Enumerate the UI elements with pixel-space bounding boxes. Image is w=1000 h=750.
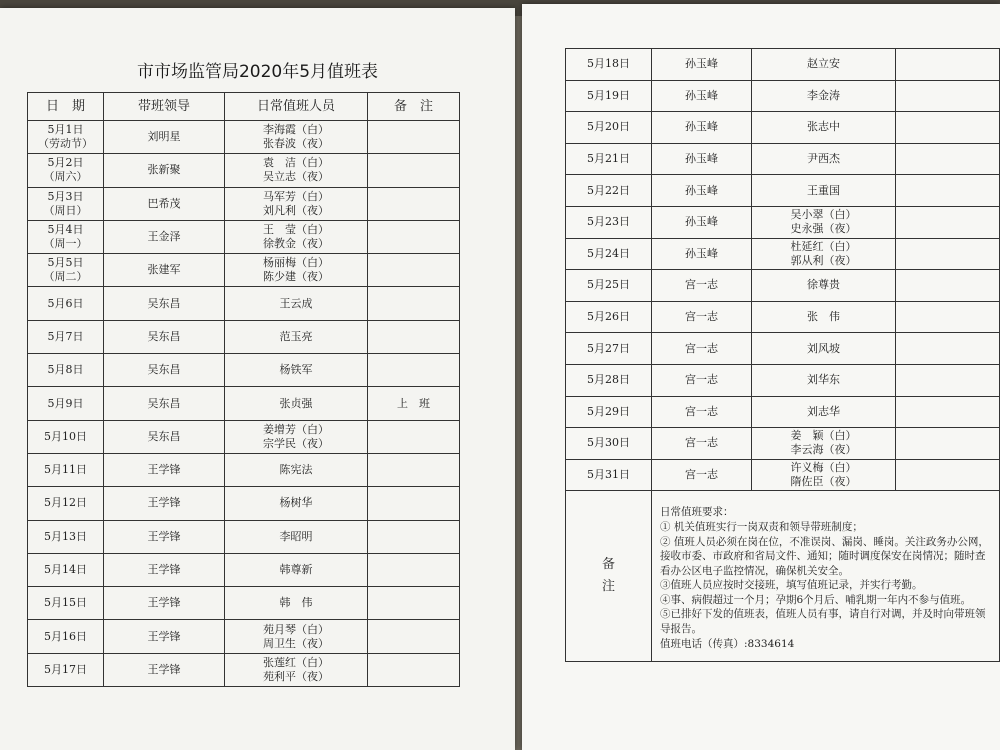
date-cell (28, 220, 104, 253)
leader-cell (652, 270, 752, 302)
leader-cell-text: 孙玉峰 (685, 120, 718, 134)
staff-cell-text: 刘华东 (807, 373, 840, 387)
staff-cell-text: 刘志华 (807, 404, 840, 418)
staff-cell (225, 320, 368, 353)
staff-cell-text-2: 周卫生（夜） (263, 636, 329, 650)
staff-cell-text-2: 史永强（夜） (790, 222, 857, 236)
table-row (566, 206, 1000, 238)
date-cell (566, 49, 652, 81)
table-row (28, 653, 460, 686)
table-row (28, 420, 460, 453)
leader-cell (104, 154, 225, 187)
date-cell (566, 112, 652, 144)
date-cell (566, 143, 652, 175)
table-row (28, 354, 460, 387)
staff-cell (752, 206, 896, 238)
staff-cell-text-2: 徐教金（夜） (263, 237, 329, 251)
header-remark: 备 注 (368, 93, 460, 121)
remark-cell (896, 206, 1000, 238)
date-cell (566, 459, 652, 491)
leader-cell (104, 653, 225, 686)
date-cell (28, 287, 104, 320)
staff-cell-text: 袁 洁（白） (263, 156, 329, 170)
date-cell (566, 270, 652, 302)
remark-cell (896, 49, 1000, 81)
leader-cell-text: 孙玉峰 (685, 88, 718, 102)
staff-cell (752, 396, 896, 428)
leader-cell (652, 80, 752, 112)
leader-cell-text: 王学锋 (147, 596, 181, 610)
date-cell-text-2: （周一） (43, 237, 88, 251)
date-cell (566, 364, 652, 396)
staff-cell-text: 赵立安 (807, 57, 840, 71)
date-cell (28, 187, 104, 220)
table-row (28, 587, 460, 620)
table-row (28, 287, 460, 320)
remark-cell (896, 428, 1000, 460)
staff-cell-text-2: 郭从利（夜） (790, 253, 857, 267)
leader-cell-text: 张建军 (147, 263, 181, 277)
leader-cell-text: 孙玉峰 (685, 57, 718, 71)
remark-cell (368, 320, 460, 353)
leader-cell-text: 宫一志 (685, 278, 718, 292)
notes-body (652, 491, 1000, 662)
leader-cell-text: 王学锋 (147, 529, 181, 543)
date-cell (566, 396, 652, 428)
staff-cell (752, 143, 896, 175)
table-row (28, 187, 460, 220)
date-cell-text: 5月2日 (47, 156, 84, 170)
leader-cell-text: 宫一志 (685, 341, 718, 355)
table-header-row (28, 93, 460, 121)
leader-cell-text: 孙玉峰 (685, 215, 718, 229)
leader-cell-text: 吴东昌 (147, 296, 181, 310)
remark-cell (896, 333, 1000, 365)
remark-cell (896, 364, 1000, 396)
date-cell-text: 5月12日 (44, 496, 87, 510)
leader-cell (652, 112, 752, 144)
date-cell-text: 5月21日 (587, 152, 630, 166)
leader-cell (652, 175, 752, 207)
date-cell-text: 5月17日 (44, 662, 87, 676)
leader-cell-text: 巴希茂 (147, 196, 181, 210)
remark-cell (368, 220, 460, 253)
staff-cell-text: 王 莹（白） (263, 223, 329, 237)
table-row (566, 459, 1000, 491)
notes-label (566, 491, 652, 662)
date-cell (28, 453, 104, 486)
leader-cell (652, 206, 752, 238)
notes-label-2: 注 (601, 579, 615, 595)
leader-cell-text: 宫一志 (685, 468, 718, 482)
table-row (28, 487, 460, 520)
leader-cell (104, 587, 225, 620)
remark-cell (368, 354, 460, 387)
leader-cell (652, 238, 752, 270)
date-cell-text: 5月27日 (587, 341, 630, 355)
staff-cell (225, 520, 368, 553)
date-cell-text: 5月16日 (44, 629, 87, 643)
date-cell-text: 5月28日 (587, 373, 630, 387)
table-row (28, 154, 460, 187)
staff-cell-text: 韩 伟 (279, 596, 313, 610)
table-row (28, 254, 460, 287)
date-cell-text: 5月6日 (47, 296, 84, 310)
leader-cell (104, 254, 225, 287)
leader-cell-text: 张新聚 (147, 163, 181, 177)
staff-cell-text: 张贞强 (279, 396, 313, 410)
date-cell-text: 5月13日 (44, 529, 87, 543)
date-cell-text: 5月26日 (587, 310, 630, 324)
remark-cell (896, 396, 1000, 428)
leader-cell-text: 王学锋 (147, 629, 181, 643)
remark-cell (368, 154, 460, 187)
staff-cell (225, 587, 368, 620)
staff-cell-text: 苑月琴（白） (263, 622, 329, 636)
date-cell-text: 5月22日 (587, 183, 630, 197)
date-cell-text: 5月24日 (587, 246, 630, 260)
remark-cell (368, 553, 460, 586)
date-cell-text: 5月25日 (587, 278, 630, 292)
date-cell-text: 5月3日 (47, 189, 84, 203)
notes-label-1: 备 (601, 557, 615, 573)
leader-cell (104, 320, 225, 353)
date-cell-text-2: （周二） (43, 270, 88, 284)
staff-cell-text-2: 宗学民（夜） (263, 436, 329, 450)
leader-cell (104, 520, 225, 553)
staff-cell-text: 韩尊新 (279, 563, 313, 576)
staff-cell (225, 453, 368, 486)
leader-cell (104, 287, 225, 320)
table-row (28, 520, 460, 553)
remark-cell (368, 187, 460, 220)
date-cell (28, 587, 104, 620)
date-cell-text: 5月29日 (587, 404, 630, 418)
staff-cell (752, 270, 896, 302)
header-date: 日 期 (28, 93, 104, 121)
leader-cell (104, 453, 225, 486)
staff-cell-text: 王云成 (279, 296, 313, 310)
leader-cell-text: 宫一志 (685, 404, 718, 418)
staff-cell (752, 80, 896, 112)
table-row (566, 428, 1000, 460)
staff-cell-text-2: 李云海（夜） (790, 443, 857, 457)
staff-cell-text-2: 陈少建（夜） (263, 270, 329, 284)
remark-cell (896, 238, 1000, 270)
leader-cell-text: 宫一志 (685, 310, 718, 324)
remark-cell (368, 453, 460, 486)
leader-cell (652, 301, 752, 333)
staff-cell-text-2: 吴立志（夜） (263, 170, 329, 184)
remark-cell (368, 387, 460, 420)
date-cell-text: 5月23日 (587, 215, 630, 229)
staff-cell-text: 杨树华 (279, 496, 313, 510)
staff-cell (225, 387, 368, 420)
table-row (28, 387, 460, 420)
leader-cell-text: 王学锋 (147, 496, 181, 510)
remark-cell (896, 270, 1000, 302)
duty-table-right (565, 48, 1000, 662)
staff-cell-text-2: 隋佐臣（夜） (790, 475, 857, 489)
staff-cell (225, 220, 368, 253)
staff-cell-text: 尹西杰 (807, 152, 840, 166)
table-row (566, 333, 1000, 365)
leader-cell (652, 333, 752, 365)
date-cell (28, 487, 104, 520)
staff-cell-text: 许义梅（白） (790, 461, 857, 475)
date-cell-text: 5月19日 (587, 88, 630, 102)
date-cell-text: 5月31日 (587, 468, 630, 482)
remark-cell (896, 112, 1000, 144)
leader-cell (652, 428, 752, 460)
staff-cell-text: 王重国 (807, 183, 840, 197)
staff-cell-text-2: 张春波（夜） (263, 137, 329, 151)
table-row (566, 49, 1000, 81)
notes-line: ⑤已排好下发的值班表，值班人员有事，请自行对调，并及时向带班领导报告。 (660, 608, 986, 636)
table-row (566, 80, 1000, 112)
leader-cell (104, 420, 225, 453)
date-cell (566, 206, 652, 238)
table-row (566, 364, 1000, 396)
date-cell (28, 620, 104, 653)
table-row (566, 301, 1000, 333)
staff-cell (225, 620, 368, 653)
notes-line: 值班电话（传真）:8334614 (660, 637, 795, 650)
date-cell-text: 5月8日 (47, 363, 84, 377)
staff-cell (225, 553, 368, 586)
date-cell (28, 320, 104, 353)
notes-line: 日常值班要求： (660, 506, 734, 519)
staff-cell (752, 333, 896, 365)
leader-cell-text: 王学锋 (147, 662, 181, 676)
staff-cell (225, 154, 368, 187)
date-cell-text-2: （劳动节） (38, 137, 93, 151)
document-title: 市市场监管局2020年5月值班表 (136, 62, 379, 82)
date-cell-text: 5月11日 (44, 463, 87, 477)
staff-cell (225, 121, 368, 154)
leader-cell (652, 396, 752, 428)
staff-cell (752, 301, 896, 333)
leader-cell-text: 孙玉峰 (685, 246, 718, 260)
staff-cell-text: 李金涛 (807, 88, 840, 102)
date-cell (28, 420, 104, 453)
staff-cell (225, 254, 368, 287)
date-cell-text: 5月18日 (587, 57, 630, 71)
staff-cell-text: 李海霞（白） (263, 123, 329, 137)
remark-cell (368, 420, 460, 453)
table-row (28, 320, 460, 353)
date-cell-text: 5月30日 (587, 436, 630, 450)
header-staff: 日常值班人员 (225, 93, 368, 121)
leader-cell-text: 孙玉峰 (685, 152, 718, 166)
staff-cell-text: 张 伟 (807, 310, 840, 324)
leader-cell (104, 121, 225, 154)
staff-cell (225, 653, 368, 686)
date-cell (28, 354, 104, 387)
staff-cell (752, 112, 896, 144)
date-cell (566, 428, 652, 460)
table-row (566, 112, 1000, 144)
date-cell (566, 80, 652, 112)
table-row (28, 453, 460, 486)
staff-cell-text: 张莲红（白） (263, 655, 329, 669)
staff-cell (225, 287, 368, 320)
staff-cell (225, 354, 368, 387)
table-row (28, 553, 460, 586)
staff-cell (752, 175, 896, 207)
staff-cell-text: 刘风坡 (807, 341, 840, 355)
leader-cell (652, 49, 752, 81)
remark-cell (896, 459, 1000, 491)
date-cell-text: 5月1日 (47, 123, 84, 137)
date-cell (28, 254, 104, 287)
date-cell (28, 520, 104, 553)
leader-cell-text: 宫一志 (685, 373, 718, 387)
leader-cell-text: 吴东昌 (147, 363, 181, 377)
leader-cell-text: 宫一志 (685, 436, 718, 450)
staff-cell (752, 238, 896, 270)
remark-cell (368, 487, 460, 520)
staff-cell-text-2: 刘凡利（夜） (263, 203, 329, 217)
notes-line: ④事、病假超过一个月；孕期6个月后、哺乳期一年内不参与值班。 (660, 593, 972, 606)
remark-cell-text: 上 班 (397, 396, 430, 410)
table-row (28, 121, 460, 154)
staff-cell (752, 459, 896, 491)
staff-cell-text: 范玉亮 (279, 329, 313, 343)
table-row (566, 270, 1000, 302)
remark-cell (896, 143, 1000, 175)
date-cell (28, 154, 104, 187)
staff-cell-text: 杜延红（白） (790, 239, 857, 253)
date-cell-text-2: （周六） (43, 170, 88, 184)
leader-cell-text: 吴东昌 (147, 429, 181, 443)
date-cell (28, 387, 104, 420)
table-row (28, 220, 460, 253)
leader-cell (104, 553, 225, 586)
date-cell (28, 121, 104, 154)
staff-cell (225, 187, 368, 220)
date-cell-text: 5月15日 (44, 596, 87, 610)
notes-line: ① 机关值班实行一岗双责和领导带班制度； (660, 520, 863, 533)
date-cell-text-2: （周日） (43, 203, 88, 217)
staff-cell-text: 姜增芳（白） (263, 422, 329, 436)
date-cell-text: 5月5日 (47, 256, 84, 270)
leader-cell (652, 364, 752, 396)
duty-table-left (27, 92, 460, 687)
staff-cell (225, 487, 368, 520)
leader-cell-text: 王金泽 (147, 230, 181, 244)
date-cell-text: 5月7日 (47, 329, 84, 343)
table-row (566, 143, 1000, 175)
staff-cell (225, 420, 368, 453)
leader-cell-text: 吴东昌 (147, 396, 181, 410)
staff-cell-text-2: 苑利平（夜） (263, 669, 329, 683)
remark-cell (368, 287, 460, 320)
leader-cell-text: 王学锋 (147, 463, 181, 477)
staff-cell-text: 李昭明 (279, 529, 313, 543)
remark-cell (368, 620, 460, 653)
leader-cell (652, 459, 752, 491)
date-cell (566, 333, 652, 365)
staff-cell-text: 吴小翠（白） (790, 208, 857, 222)
staff-cell-text: 姜 颖（白） (790, 429, 857, 443)
remark-cell (896, 175, 1000, 207)
leader-cell (104, 220, 225, 253)
leader-cell (104, 620, 225, 653)
staff-cell-text: 张志中 (807, 120, 840, 134)
date-cell (566, 175, 652, 207)
remark-cell (368, 121, 460, 154)
staff-cell-text: 杨铁军 (279, 363, 313, 377)
notes-line: ② 值班人员必须在岗在位，不准误岗、漏岗、睡岗。关注政务办公网，接收市委、市政府和省局文件、通知；随时调度保安在岗情况；随时查看办公区电子监控情况，确保机关安全。 (660, 535, 989, 577)
staff-cell (752, 364, 896, 396)
staff-cell-text: 徐尊贵 (807, 278, 840, 292)
leader-cell (104, 354, 225, 387)
notes-row (566, 491, 1000, 662)
staff-cell-text: 杨丽梅（白） (263, 256, 329, 270)
leader-cell-text: 王学锋 (147, 563, 181, 576)
leader-cell-text: 孙玉峰 (685, 183, 718, 197)
leader-cell (104, 387, 225, 420)
leader-cell-text: 吴东昌 (147, 329, 181, 343)
table-row (28, 620, 460, 653)
table-row (566, 175, 1000, 207)
remark-cell (896, 301, 1000, 333)
remark-cell (368, 587, 460, 620)
staff-cell-text: 陈宪法 (279, 463, 313, 477)
date-cell (28, 553, 104, 586)
date-cell-text: 5月20日 (587, 120, 630, 134)
leader-cell (104, 487, 225, 520)
leader-cell (104, 187, 225, 220)
remark-cell (368, 520, 460, 553)
leader-cell (652, 143, 752, 175)
table-row (566, 238, 1000, 270)
staff-cell (752, 428, 896, 460)
header-leader: 带班领导 (104, 93, 225, 121)
date-cell-text: 5月14日 (44, 563, 87, 576)
date-cell (566, 301, 652, 333)
remark-cell (368, 653, 460, 686)
date-cell (566, 238, 652, 270)
leader-cell-text: 刘明星 (147, 130, 181, 144)
date-cell-text: 5月4日 (47, 223, 84, 237)
table-row (566, 396, 1000, 428)
remark-cell (368, 254, 460, 287)
notes-line: ③值班人员应按时交接班，填写值班记录，并实行考勤。 (660, 579, 923, 592)
staff-cell (752, 49, 896, 81)
date-cell-text: 5月10日 (44, 429, 87, 443)
date-cell-text: 5月9日 (47, 396, 84, 410)
staff-cell-text: 马军芳（白） (263, 189, 329, 203)
remark-cell (896, 80, 1000, 112)
date-cell (28, 653, 104, 686)
